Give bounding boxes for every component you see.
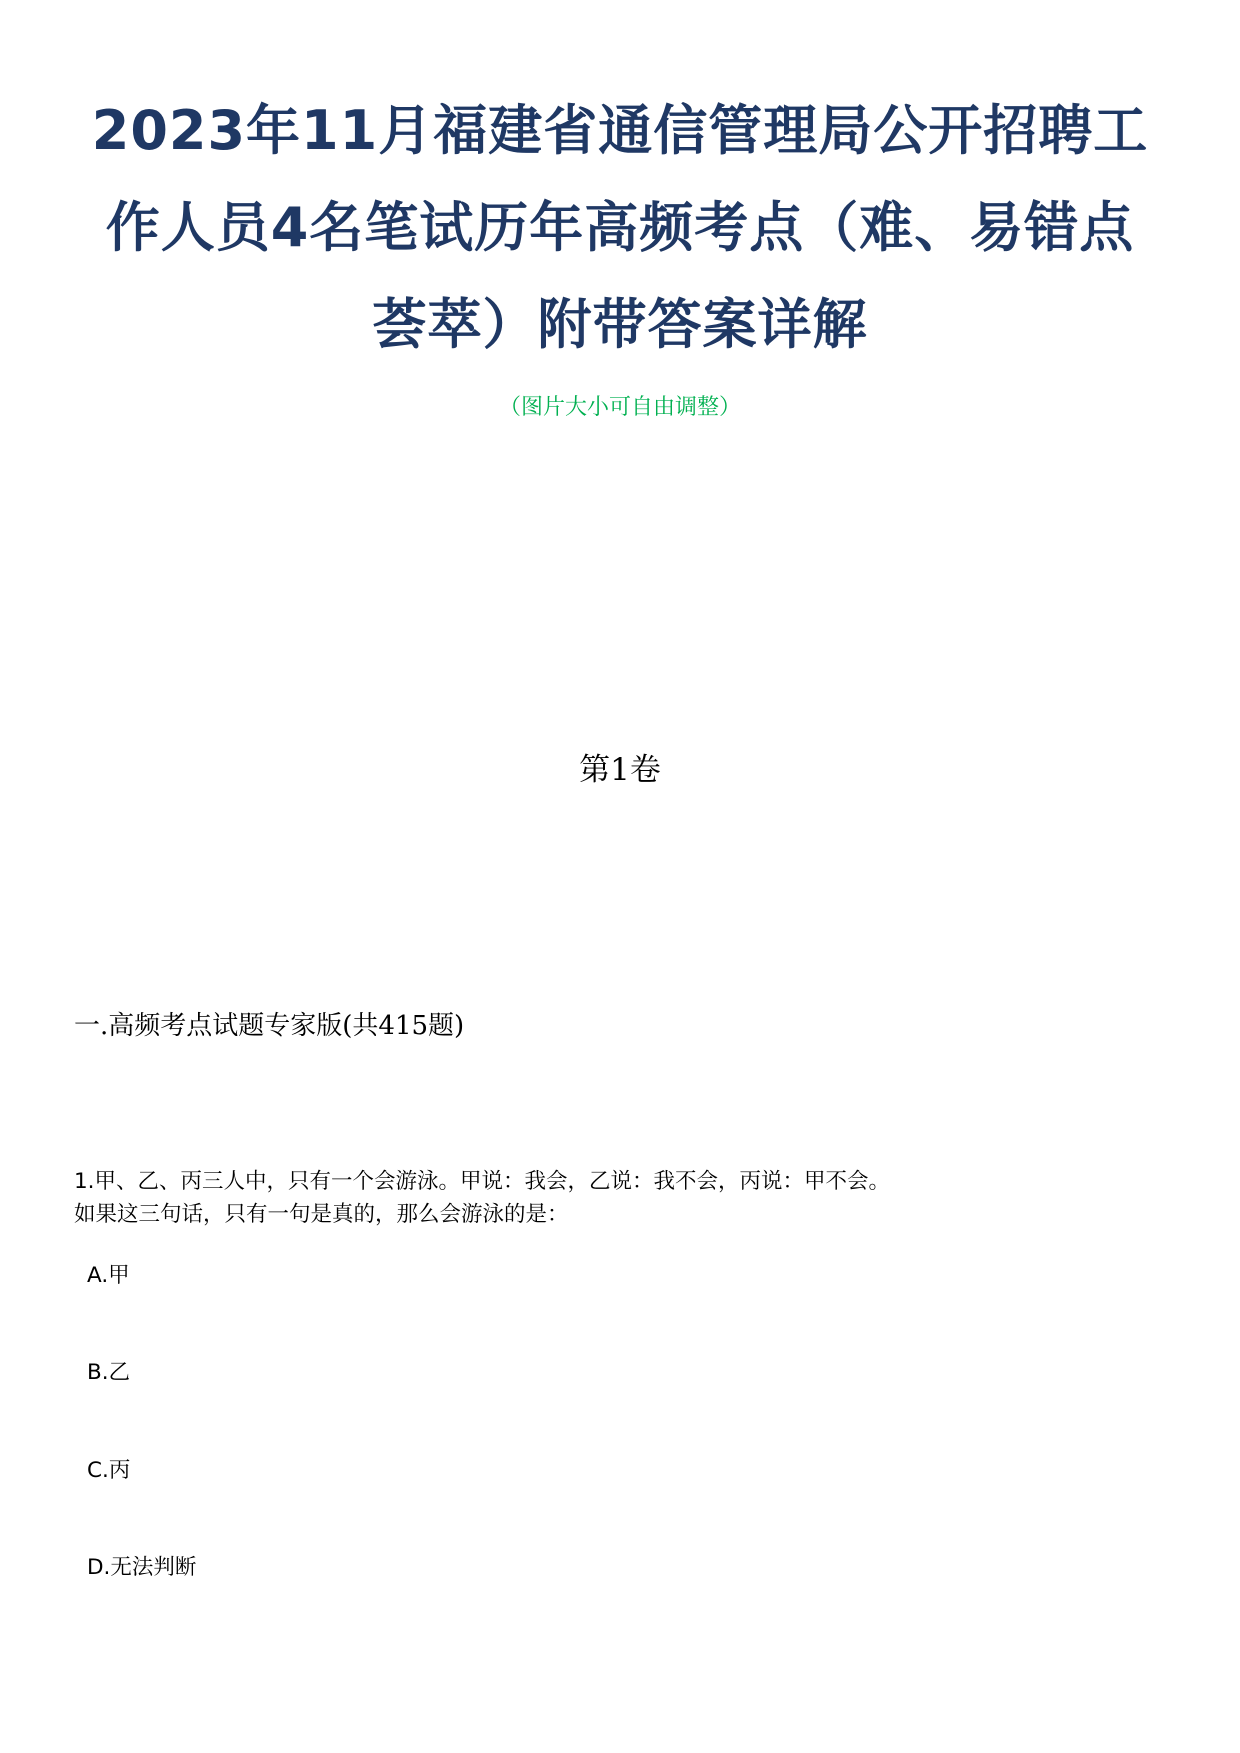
question-1-line-2: 如果这三句话，只有一句是真的，那么会游泳的是： <box>74 1202 569 1227</box>
section-heading: 一.高频考点试题专家版(共415题) <box>74 1011 465 1041</box>
volume-label: 第1卷 <box>579 752 661 788</box>
option-a: A.甲 <box>87 1263 130 1288</box>
option-b: B.乙 <box>87 1360 131 1385</box>
option-d: D.无法判断 <box>87 1555 197 1580</box>
question-1-line-1: 1.甲、乙、丙三人中，只有一个会游泳。甲说：我会，乙说：我不会，丙说：甲不会。 <box>74 1169 891 1194</box>
document-title: 2023年11月福建省通信管理局公开招聘工作人员4名笔试历年高频考点（难、易错点荟萃）附带答案详解 <box>91 99 1149 356</box>
image-resize-note: （图片大小可自由调整） <box>498 395 741 420</box>
question-1-stem <box>74 1165 1164 1231</box>
option-c: C.丙 <box>87 1458 131 1483</box>
